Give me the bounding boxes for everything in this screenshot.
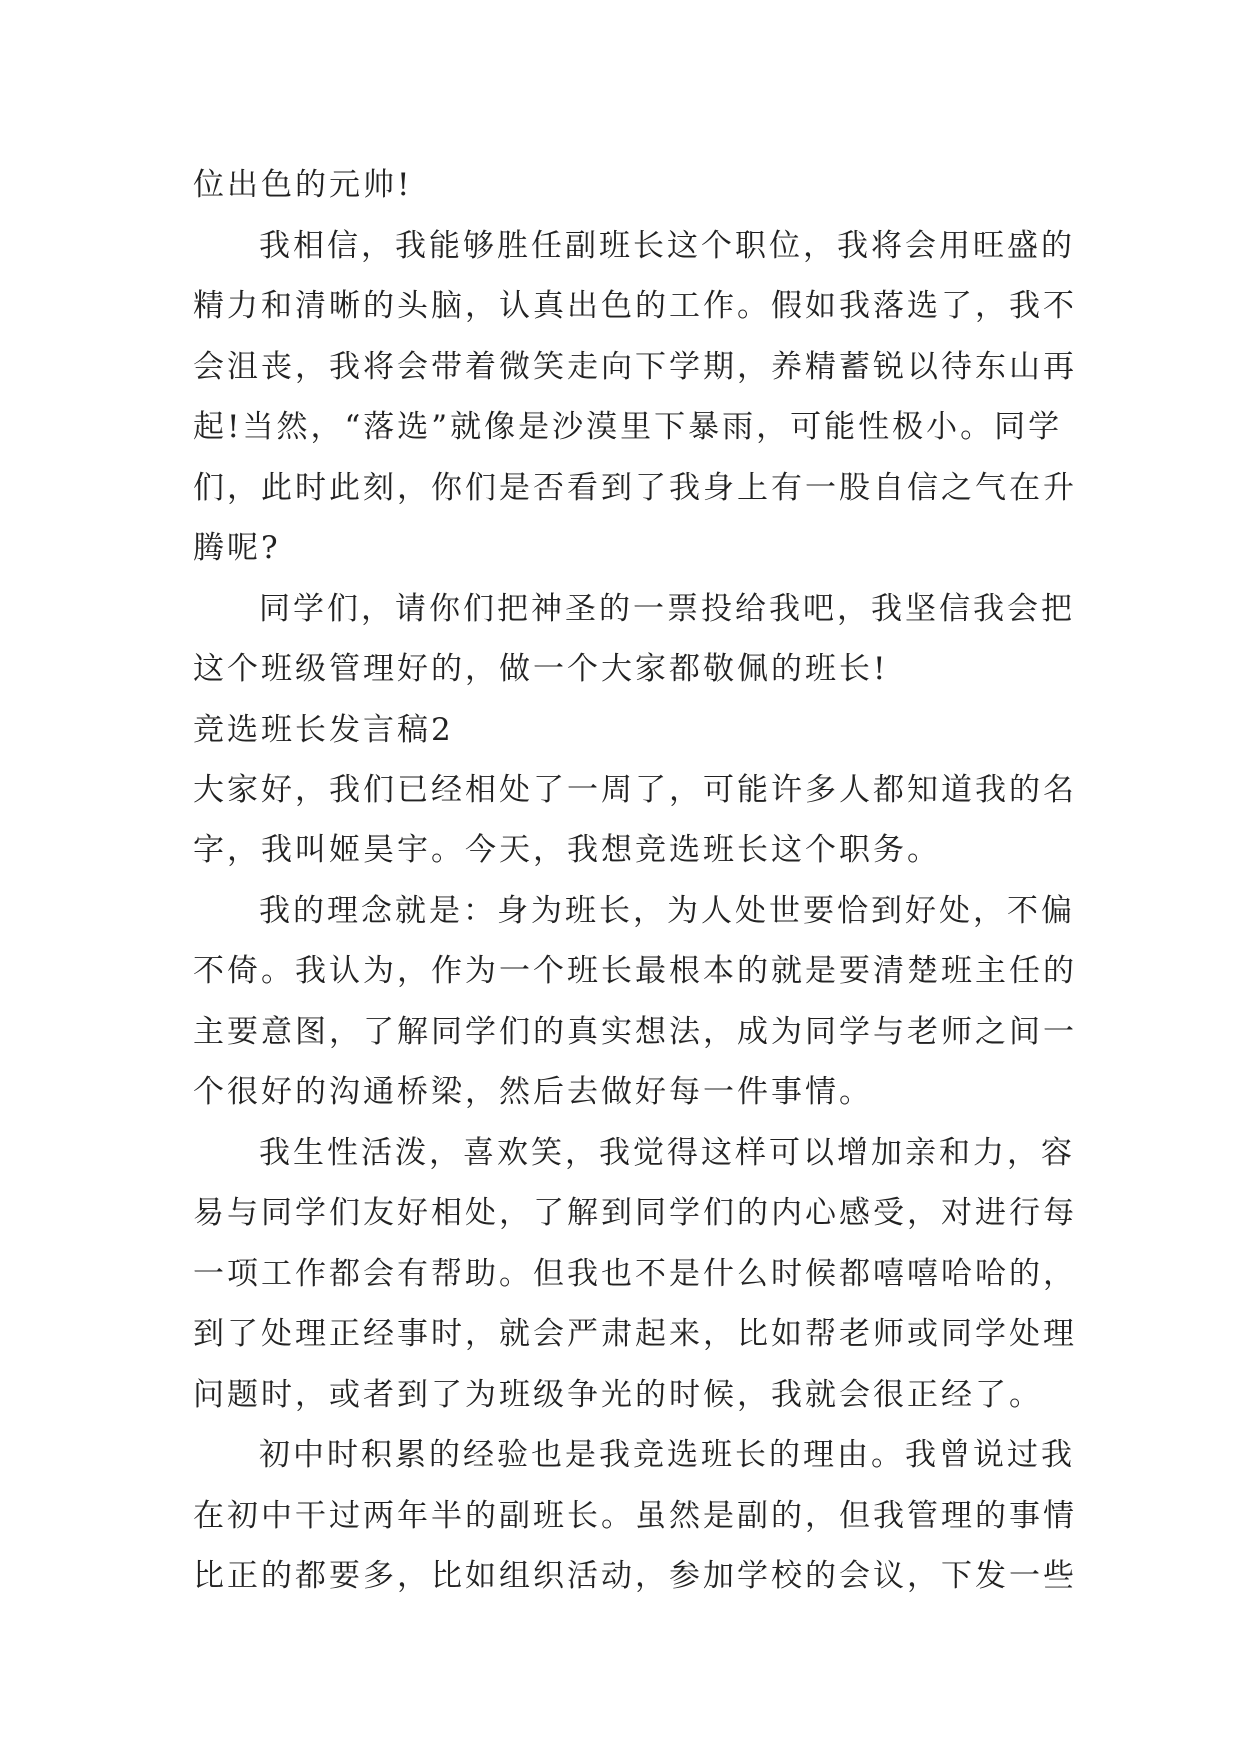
text-line: 易与同学们友好相处，了解到同学们的内心感受，对进行每 xyxy=(193,1195,1077,1231)
text-line: 到了处理正经事时，就会严肃起来，比如帮老师或同学处理 xyxy=(193,1316,1077,1352)
text-line: 精力和清晰的头脑，认真出色的工作。假如我落选了，我不 xyxy=(193,288,1077,324)
document-body xyxy=(193,155,1077,1607)
text-line: 们，此时此刻，你们是否看到了我身上有一股自信之气在升 xyxy=(193,469,1077,506)
text-line: 比正的都要多，比如组织活动，参加学校的会议，下发一些 xyxy=(193,1558,1077,1594)
text-line: 一项工作都会有帮助。但我也不是什么时候都嘻嘻哈哈的， xyxy=(193,1255,1077,1292)
paragraph-first-line: 同学们，请你们把神圣的一票投给我吧，我坚信我会把 xyxy=(259,590,1075,627)
text-line: 大家好，我们已经相处了一周了，可能许多人都知道我的名 xyxy=(193,771,1077,808)
text-line: 起!当然，“落选”就像是沙漠里下暴雨，可能性极小。同学 xyxy=(193,409,1063,445)
paragraph-first-line: 我生性活泼，喜欢笑，我觉得这样可以增加亲和力，容 xyxy=(259,1134,1075,1171)
text-line: 在初中干过两年半的副班长。虽然是副的，但我管理的事情 xyxy=(193,1497,1077,1534)
text-line: 不倚。我认为，作为一个班长最根本的就是要清楚班主任的 xyxy=(193,953,1077,989)
text-line: 字，我叫姬昊宇。今天，我想竞选班长这个职务。 xyxy=(193,832,941,868)
text-line: 位出色的元帅! xyxy=(193,167,413,203)
paragraph-first-line: 初中时积累的经验也是我竞选班长的理由。我曾说过我 xyxy=(259,1437,1075,1473)
paragraph-first-line: 我的理念就是：身为班长，为人处世要恰到好处，不偏 xyxy=(259,892,1075,929)
paragraph-first-line: 我相信，我能够胜任副班长这个职位，我将会用旺盛的 xyxy=(259,227,1075,264)
text-line: 这个班级管理好的，做一个大家都敬佩的班长! xyxy=(193,651,889,687)
text-line: 腾呢? xyxy=(193,530,281,566)
text-line: 问题时，或者到了为班级争光的时候，我就会很正经了。 xyxy=(193,1376,1043,1413)
text-line: 个很好的沟通桥梁，然后去做好每一件事情。 xyxy=(193,1074,873,1110)
text-line: 主要意图，了解同学们的真实想法，成为同学与老师之间一 xyxy=(193,1013,1077,1050)
text-line: 会沮丧，我将会带着微笑走向下学期，养精蓄锐以待东山再 xyxy=(193,348,1077,385)
section-heading: 竞选班长发言稿2 xyxy=(193,711,454,748)
